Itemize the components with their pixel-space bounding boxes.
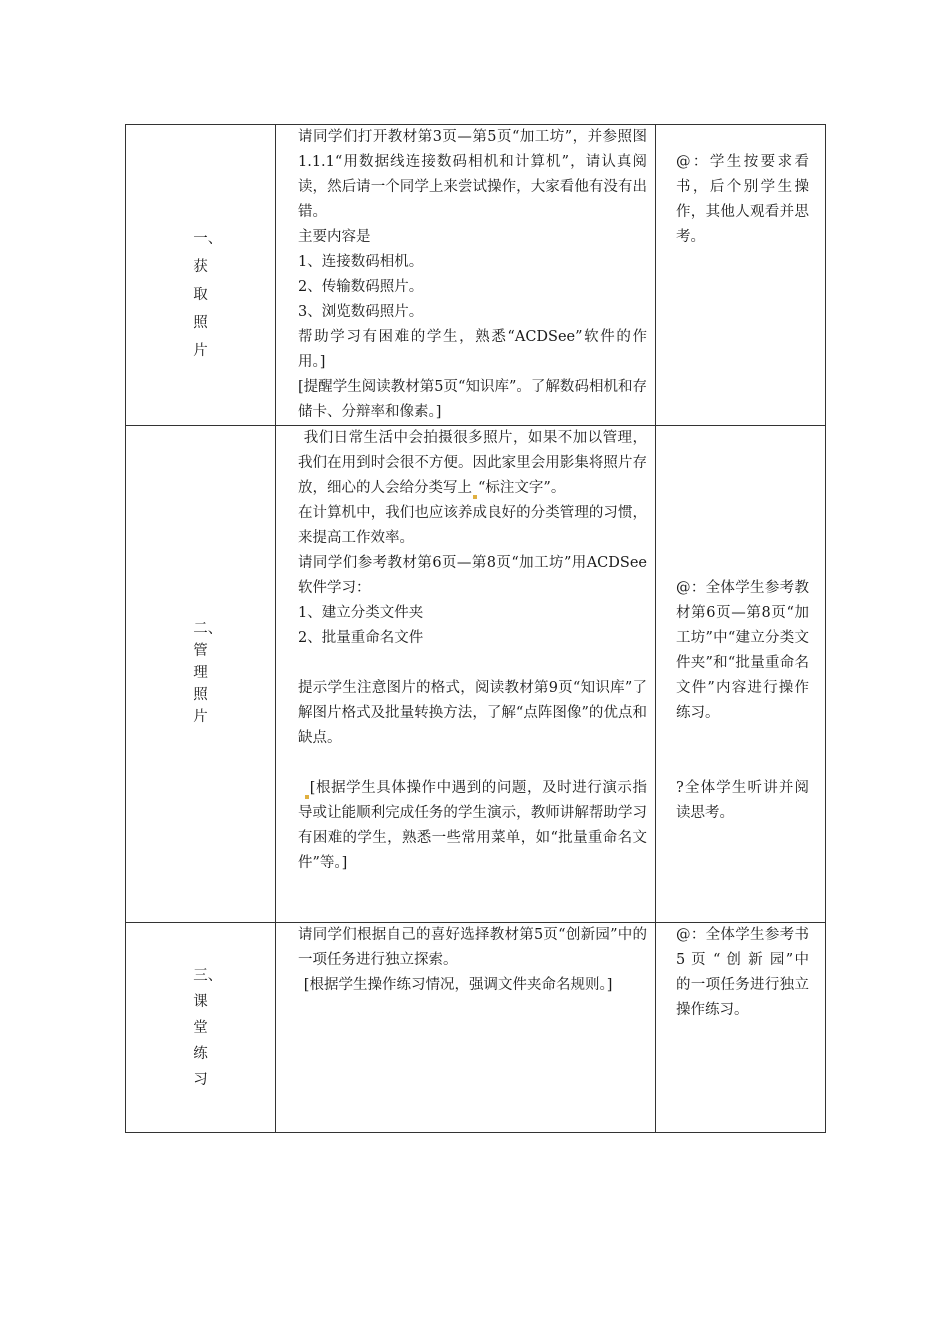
table-row [126,125,826,426]
lesson-plan-table [125,124,826,1133]
table-row [126,923,826,1133]
list-item: 1、连接数码相机。 [298,254,424,270]
section-title: 三、课堂练习 [193,967,223,1088]
annotation-marker [473,495,477,499]
activity-paragraph: @：全体学生参考书 5 页 “ 创 新 园”中的一项任务进行独立操作练习。 [676,927,809,1018]
content-text: [根据学生具体操作中遇到的问题，及时进行演示指导或让能顺利完成任务的学生演示，教师讲解帮助学习有困难的学生，熟悉一些常用菜单，如“批量重命名文件”等。] [298,780,647,871]
content-text: “标注文字”。 [478,480,566,496]
list-item: 2、批量重命名文件 [298,630,424,646]
content-paragraph: 主要内容是 [298,229,371,245]
list-item: 1、建立分类文件夹 [298,605,424,621]
content-paragraph: 在计算机中，我们也应该养成良好的分类管理的习惯，来提高工作效率。 [298,505,647,546]
section-title: 一、获取照片 [193,231,223,359]
content-paragraph [298,426,647,501]
activity-cell [656,426,826,923]
section-title: 二、管理照片 [193,621,223,725]
content-paragraph [298,776,647,876]
activity-paragraph: @：学生按要求看书，后个别学生操作，其他人观看并思考。 [676,154,809,245]
content-cell [276,426,656,923]
list-item: 3、浏览数码照片。 [298,304,424,320]
section-cell [126,125,276,426]
content-text: 我们日常生活中会拍摄很多照片，如果不加以管理，我们在用到时会很不方便。因此家里会用影集将照片存放，细心的人会给分类写上 [298,430,647,496]
content-cell [276,125,656,426]
section-cell [126,426,276,923]
section-cell [126,923,276,1133]
content-paragraph: 请同学们参考教材第6页—第8页“加工坊”用ACDSee软件学习： [298,555,647,596]
list-item: 2、传输数码照片。 [298,279,424,295]
activity-paragraph: ?全体学生听讲并阅读思考。 [676,780,809,821]
content-paragraph: [提醒学生阅读教材第5页“知识库”。了解数码相机和存储卡、分辩率和像素。] [298,379,647,420]
table-row [126,426,826,923]
annotation-marker [305,795,309,799]
content-paragraph: 帮助学习有困难的学生，熟悉“ACDSee”软件的作用。] [298,329,647,370]
content-paragraph: 请同学们打开教材第3页—第5页“加工坊”，并参照图1.1.1“用数据线连接数码相机和计算机”，请认真阅读，然后请一个同学上来尝试操作，大家看他有没有出错。 [298,129,647,220]
activity-cell [656,125,826,426]
content-paragraph: [根据学生操作练习情况，强调文件夹命名规则。] [303,977,613,993]
content-paragraph: 提示学生注意图片的格式，阅读教材第9页“知识库”了解图片格式及批量转换方法，了解“点阵图像”的优点和缺点。 [298,680,647,746]
activity-cell [656,923,826,1133]
content-cell [276,923,656,1133]
content-paragraph: 请同学们根据自己的喜好选择教材第5页“创新园”中的一项任务进行独立探索。 [298,927,647,968]
activity-paragraph: @：全体学生参考教材第6页—第8页“加工坊”中“建立分类文件夹”和“批量重命名文件”内容进行操作练习。 [676,580,809,721]
